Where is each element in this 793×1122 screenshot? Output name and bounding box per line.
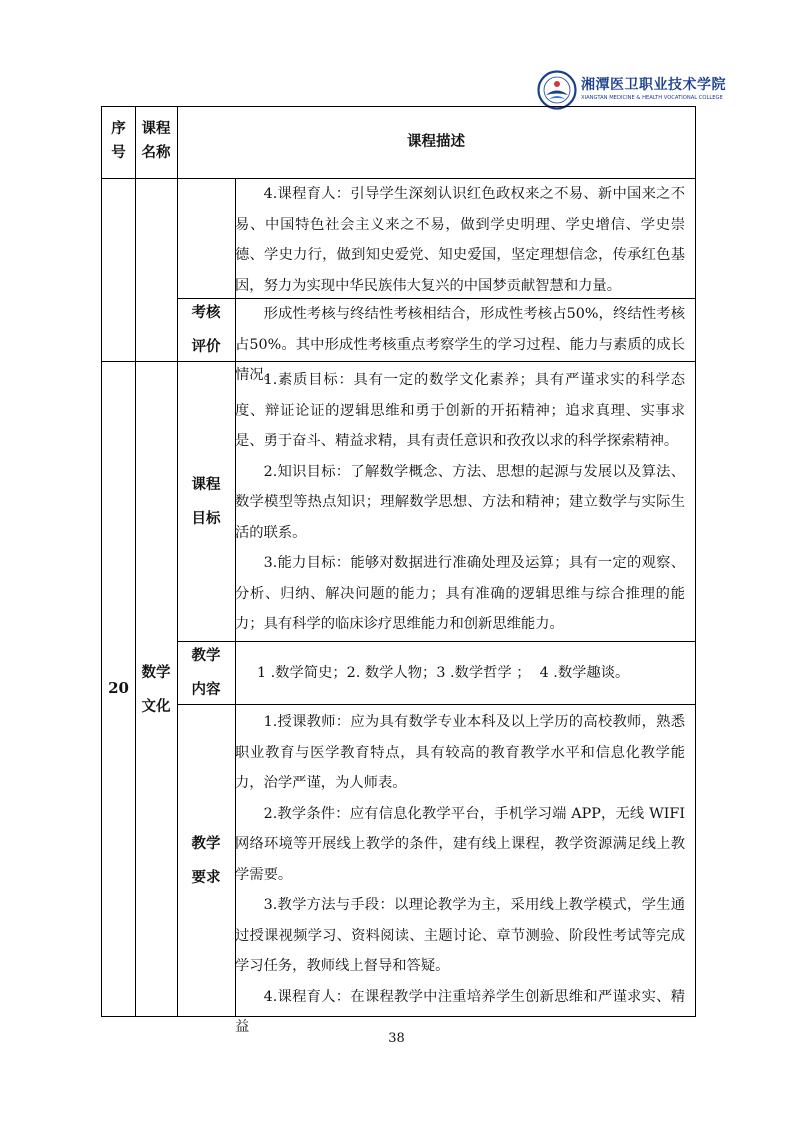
content-label: 教学 内容 <box>191 648 221 698</box>
course-number: 20 <box>108 679 129 697</box>
content-text: 1 .数学简史；2. 数学人物；3 .数学哲学 ； 4 .数学趣谈。 <box>257 665 630 681</box>
column-divider <box>135 107 136 1016</box>
requirements-label: 教学 要求 <box>191 836 221 886</box>
college-name-en: XIANGTAN MEDICINE & HEALTH VOCATIONAL COLLEGE <box>581 95 723 101</box>
row-divider <box>177 641 695 642</box>
college-emblem-icon <box>537 70 577 110</box>
requirements-text: 1.授课教师：应为具有数学专业本科及以上学历的高校教师，熟悉职业教育与医学教育特点，具有较高的教育教学水平和信息化教学能力，治学严谨，为人师表。 2.教学条件：应有信息化教学平台，手机学习端 APP，无线 WIFI 网络环境等开展线上教学的条件，建有线上课程，教学资源满足线上教学需要。 3.教学方法与手段：以理论教学为主，采用线上教学模式，学生通过授课视频学习、资料阅读、主题讨论、章节测验、阶段性考试等完成学习任务，教师线上督导和答疑。 4.课程育人：在课程教学中注重培养学生创新思维和严谨求实、精益 <box>235 714 685 1035</box>
row-divider <box>177 704 695 705</box>
goals-text: 1.素质目标：具有一定的数学文化素养；具有严谨求实的科学态度、辩证论证的逻辑思维和勇于创新的开拓精神；追求真理、实事求是、勇于奋斗、精益求精，具有责任意识和孜孜以求的科学探索精神。 2.知识目标：了解数学概念、方法、思想的起源与发展以及算法、数学模型等热点知识；理解数学思想、方法和精神；建立数学与实际生活的联系。 3.能力目标：能够对数据进行准确处理及运算；具有一定的观察、分析、归纳、解决问题的能力；具有准确的逻辑思维与综合推理的能力；具有科学的临床诊疗思维能力和创新思维能力。 <box>235 372 685 632</box>
assessment-label: 考核 评价 <box>191 305 221 355</box>
continued-description: 4.课程育人：引导学生深刻认识红色政权来之不易、新中国来之不易、中国特色社会主义来之不易，做到学史明理、学史增信、学史崇德、学史力行，做到知史爱党、知史爱国，坚定理想信念，传承红色基因，努力为实现中华民族伟大复兴的中国梦贡献智慧和力量。 <box>235 186 685 294</box>
course-table <box>101 106 696 1035</box>
header-course-name: 课程 名称 <box>141 121 171 161</box>
assessment-text: 形成性考核与终结性考核相结合，形成性考核占50%，终结性考核占50%。其中形成性考核重点考察学生的学习过程、能力与素质的成长情况。 <box>235 306 685 383</box>
goals-label: 课程 目标 <box>191 477 221 527</box>
course-name: 数学 文化 <box>141 665 171 715</box>
header-description: 课程描述 <box>407 134 465 150</box>
page-number: 38 <box>388 1031 405 1046</box>
college-name-cn: 湘潭医卫职业技术学院 <box>581 77 726 93</box>
header-index: 序 号 <box>111 121 126 161</box>
